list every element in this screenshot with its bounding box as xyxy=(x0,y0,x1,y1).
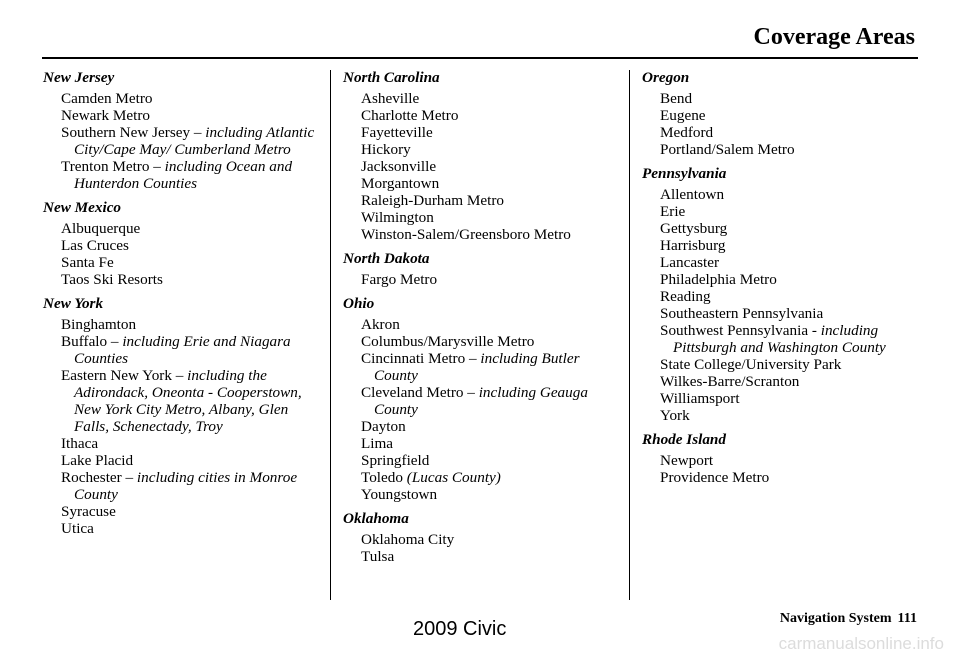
area-name: Lima xyxy=(361,435,394,452)
coverage-area-item xyxy=(642,237,932,254)
area-name: Philadelphia Metro xyxy=(660,271,777,288)
coverage-area-item xyxy=(642,356,932,373)
area-name: Reading xyxy=(660,288,711,305)
area-name: Providence Metro xyxy=(660,469,770,486)
state-heading: New Jersey xyxy=(43,69,115,86)
area-name: Columbus/Marysville Metro xyxy=(361,333,535,350)
area-name: State College/University Park xyxy=(660,356,842,373)
coverage-area-item xyxy=(43,271,323,288)
area-name: Santa Fe xyxy=(61,254,114,271)
coverage-area-item xyxy=(642,107,932,124)
column-1 xyxy=(43,69,323,537)
coverage-area-item xyxy=(43,469,323,503)
coverage-area-item xyxy=(343,192,623,209)
coverage-area-item xyxy=(642,186,932,203)
area-name: Fayetteville xyxy=(361,124,433,141)
coverage-area-item xyxy=(43,333,323,367)
area-name: Williamsport xyxy=(660,390,740,407)
coverage-area-item xyxy=(43,237,323,254)
area-name: Morgantown xyxy=(361,175,440,192)
area-name: Asheville xyxy=(361,90,420,107)
coverage-area-item xyxy=(642,288,932,305)
area-name: Las Cruces xyxy=(61,237,129,254)
state-heading: Oregon xyxy=(642,69,690,86)
area-name: Erie xyxy=(660,203,686,220)
area-name: Lake Placid xyxy=(61,452,134,469)
area-name: Oklahoma City xyxy=(361,531,455,548)
coverage-area-item xyxy=(642,322,932,356)
coverage-area-item xyxy=(642,141,932,158)
area-name: Harrisburg xyxy=(660,237,726,254)
state-heading: New York xyxy=(43,295,104,312)
coverage-area-item xyxy=(343,158,623,175)
area-name: Gettysburg xyxy=(660,220,728,237)
area-name: Jacksonville xyxy=(361,158,437,175)
area-name: Cleveland Metro – xyxy=(361,384,479,401)
coverage-area-item xyxy=(343,435,623,452)
state-heading: Ohio xyxy=(343,295,375,312)
coverage-area-item xyxy=(43,503,323,520)
area-name: Portland/Salem Metro xyxy=(660,141,795,158)
state-heading: New Mexico xyxy=(43,199,122,216)
area-name: Buffalo – xyxy=(61,333,123,350)
area-name: Charlotte Metro xyxy=(361,107,459,124)
state-heading: North Dakota xyxy=(343,250,430,267)
area-name: Winston-Salem/Greensboro Metro xyxy=(361,226,571,243)
coverage-area-item xyxy=(642,305,932,322)
coverage-area-item xyxy=(43,435,323,452)
area-name: Trenton Metro – xyxy=(61,158,165,175)
area-name: Rochester – xyxy=(61,469,137,486)
area-name: Albuquerque xyxy=(61,220,141,237)
coverage-area-item xyxy=(642,90,932,107)
coverage-area-item xyxy=(642,390,932,407)
area-name: Wilkes-Barre/Scranton xyxy=(660,373,800,390)
coverage-area-item xyxy=(642,203,932,220)
area-name: Camden Metro xyxy=(61,90,153,107)
area-name: Ithaca xyxy=(61,435,99,452)
coverage-area-item xyxy=(642,124,932,141)
area-note: (Lucas County) xyxy=(406,469,501,486)
state-heading: North Carolina xyxy=(343,69,440,86)
area-name: Cincinnati Metro – xyxy=(361,350,481,367)
coverage-area-item xyxy=(642,271,932,288)
coverage-area-item xyxy=(43,220,323,237)
coverage-area-item xyxy=(642,407,932,424)
area-name: Fargo Metro xyxy=(361,271,438,288)
area-name: Akron xyxy=(361,316,400,333)
coverage-area-item xyxy=(43,158,323,192)
area-note: including Ocean and Hunterdon Counties xyxy=(74,158,293,192)
coverage-area-item xyxy=(343,175,623,192)
coverage-area-item xyxy=(642,469,932,486)
coverage-area-item xyxy=(343,486,623,503)
area-name: Eugene xyxy=(660,107,706,124)
area-note: including the Adirondack, Oneonta - Cooperstown, New York City Metro, Albany, Glen Falls, Schenectady, Troy xyxy=(74,367,302,435)
coverage-area-item xyxy=(343,350,623,384)
area-name: Youngstown xyxy=(361,486,438,503)
header-rule xyxy=(42,57,918,59)
area-note: including Butler County xyxy=(374,350,580,384)
coverage-area-item xyxy=(43,316,323,333)
coverage-area-item xyxy=(43,367,323,435)
coverage-area-item xyxy=(343,209,623,226)
coverage-area-item xyxy=(343,469,623,486)
state-heading: Rhode Island xyxy=(642,431,726,448)
area-name: Bend xyxy=(660,90,693,107)
coverage-area-item xyxy=(343,452,623,469)
area-name: Utica xyxy=(61,520,94,537)
page-footer xyxy=(780,611,917,627)
area-name: Syracuse xyxy=(61,503,116,520)
area-name: Toledo xyxy=(361,469,407,486)
area-name: Hickory xyxy=(361,141,411,158)
coverage-area-item xyxy=(343,418,623,435)
coverage-area-item xyxy=(343,271,623,288)
coverage-area-item xyxy=(642,220,932,237)
coverage-area-item xyxy=(343,384,623,418)
coverage-area-item xyxy=(343,107,623,124)
column-2 xyxy=(343,69,623,565)
coverage-area-item xyxy=(43,452,323,469)
column-divider xyxy=(629,70,630,600)
coverage-area-item xyxy=(642,373,932,390)
site-watermark: carmanualsonline.info xyxy=(778,634,944,653)
area-name: Taos Ski Resorts xyxy=(61,271,163,288)
coverage-area-item xyxy=(343,548,623,565)
area-name: Wilmington xyxy=(361,209,434,226)
coverage-area-item xyxy=(43,90,323,107)
area-name: Raleigh-Durham Metro xyxy=(361,192,504,209)
area-name: Medford xyxy=(660,124,714,141)
area-name: Binghamton xyxy=(61,316,137,333)
model-watermark: 2009 Civic xyxy=(413,618,507,640)
coverage-area-item xyxy=(343,124,623,141)
area-note: including Erie and Niagara Counties xyxy=(74,333,291,367)
coverage-area-item xyxy=(43,107,323,124)
coverage-area-item xyxy=(43,254,323,271)
state-heading: Oklahoma xyxy=(343,510,409,527)
area-name: Southwest Pennsylvania - xyxy=(660,322,821,339)
area-name: Southern New Jersey – xyxy=(61,124,206,141)
column-divider xyxy=(330,70,331,600)
coverage-area-item xyxy=(343,90,623,107)
coverage-area-item xyxy=(343,226,623,243)
area-note: including cities in Monroe County xyxy=(74,469,298,503)
area-name: Tulsa xyxy=(361,548,395,565)
area-name: Newport xyxy=(660,452,714,469)
area-name: Springfield xyxy=(361,452,430,469)
coverage-area-item xyxy=(642,452,932,469)
area-name: York xyxy=(660,407,690,424)
coverage-area-item xyxy=(343,333,623,350)
column-3 xyxy=(642,69,932,486)
page-title: Coverage Areas xyxy=(753,24,915,50)
page-number: 111 xyxy=(897,611,917,626)
area-name: Newark Metro xyxy=(61,107,150,124)
area-note: including Geauga County xyxy=(374,384,588,418)
coverage-area-item xyxy=(343,531,623,548)
coverage-area-item xyxy=(43,520,323,537)
area-name: Allentown xyxy=(660,186,725,203)
footer-label: Navigation System xyxy=(779,611,892,626)
area-name: Southeastern Pennsylvania xyxy=(660,305,824,322)
coverage-area-item xyxy=(43,124,323,158)
area-note: including Atlantic City/Cape May/ Cumberland Metro xyxy=(74,124,315,158)
area-name: Dayton xyxy=(361,418,406,435)
area-note: including Pittsburgh and Washington County xyxy=(673,322,886,356)
area-name: Eastern New York – xyxy=(61,367,188,384)
coverage-area-item xyxy=(642,254,932,271)
coverage-area-item xyxy=(343,141,623,158)
state-heading: Pennsylvania xyxy=(642,165,727,182)
area-name: Lancaster xyxy=(660,254,720,271)
coverage-area-item xyxy=(343,316,623,333)
